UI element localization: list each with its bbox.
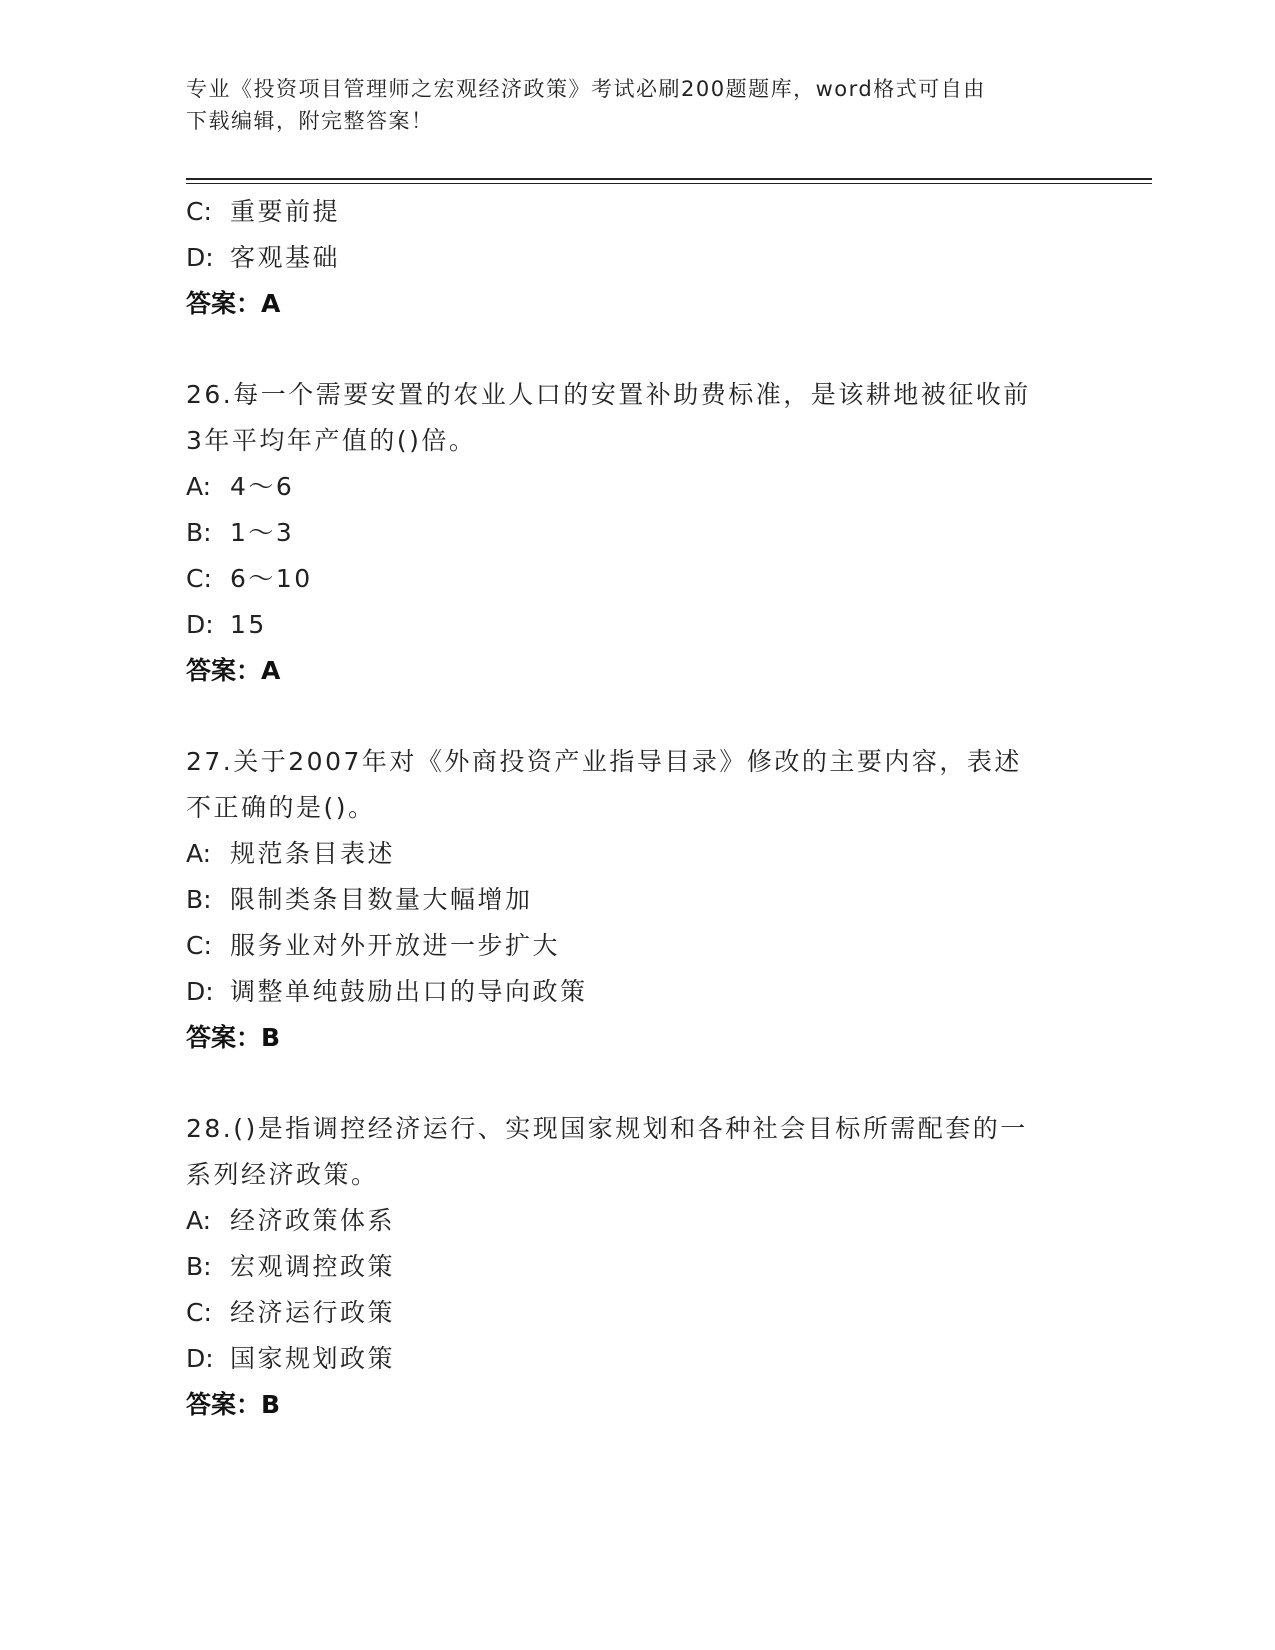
option-a: A: 经济政策体系 — [186, 1206, 396, 1235]
option-a: A: 规范条目表述 — [186, 839, 396, 868]
header-divider-thick — [186, 178, 1152, 180]
option-c: C: 重要前提 — [186, 197, 341, 226]
question-block-prev — [186, 189, 1086, 327]
question-block-27 — [186, 739, 1086, 1061]
page-header — [186, 73, 1066, 137]
option-d: D: 调整单纯鼓励出口的导向政策 — [186, 977, 588, 1006]
header-line-1: 专业《投资项目管理师之宏观经济政策》考试必刷200题题库，word格式可自由 — [186, 77, 986, 101]
question-block-26 — [186, 372, 1086, 694]
option-c: C: 经济运行政策 — [186, 1298, 396, 1327]
option-a: A: 4～6 — [186, 472, 295, 501]
spacer — [186, 327, 1086, 372]
answer-line: 答案：B — [186, 1390, 281, 1419]
answer-line: 答案：A — [186, 656, 281, 685]
option-d: D: 客观基础 — [186, 243, 341, 272]
header-divider-thin — [186, 183, 1152, 184]
question-block-28 — [186, 1106, 1086, 1428]
header-line-2: 下载编辑，附完整答案！ — [186, 109, 434, 133]
option-b: B: 1～3 — [186, 518, 295, 547]
option-c: C: 服务业对外开放进一步扩大 — [186, 931, 561, 960]
question-text: 26.每一个需要安置的农业人口的安置补助费标准，是该耕地被征收前 3年平均年产值的()倍。 — [186, 380, 1031, 455]
option-b: B: 限制类条目数量大幅增加 — [186, 885, 533, 914]
spacer — [186, 694, 1086, 739]
option-d: D: 15 — [186, 610, 267, 639]
option-c: C: 6～10 — [186, 564, 313, 593]
question-text: 27.关于2007年对《外商投资产业指导目录》修改的主要内容，表述 不正确的是()。 — [186, 747, 1022, 822]
option-b: B: 宏观调控政策 — [186, 1252, 396, 1281]
answer-line: 答案：B — [186, 1023, 281, 1052]
spacer — [186, 1061, 1086, 1106]
option-d: D: 国家规划政策 — [186, 1344, 396, 1373]
answer-line: 答案：A — [186, 289, 281, 318]
question-text: 28.()是指调控经济运行、实现国家规划和各种社会目标所需配套的一 系列经济政策。 — [186, 1114, 1028, 1189]
question-list — [186, 189, 1086, 1428]
